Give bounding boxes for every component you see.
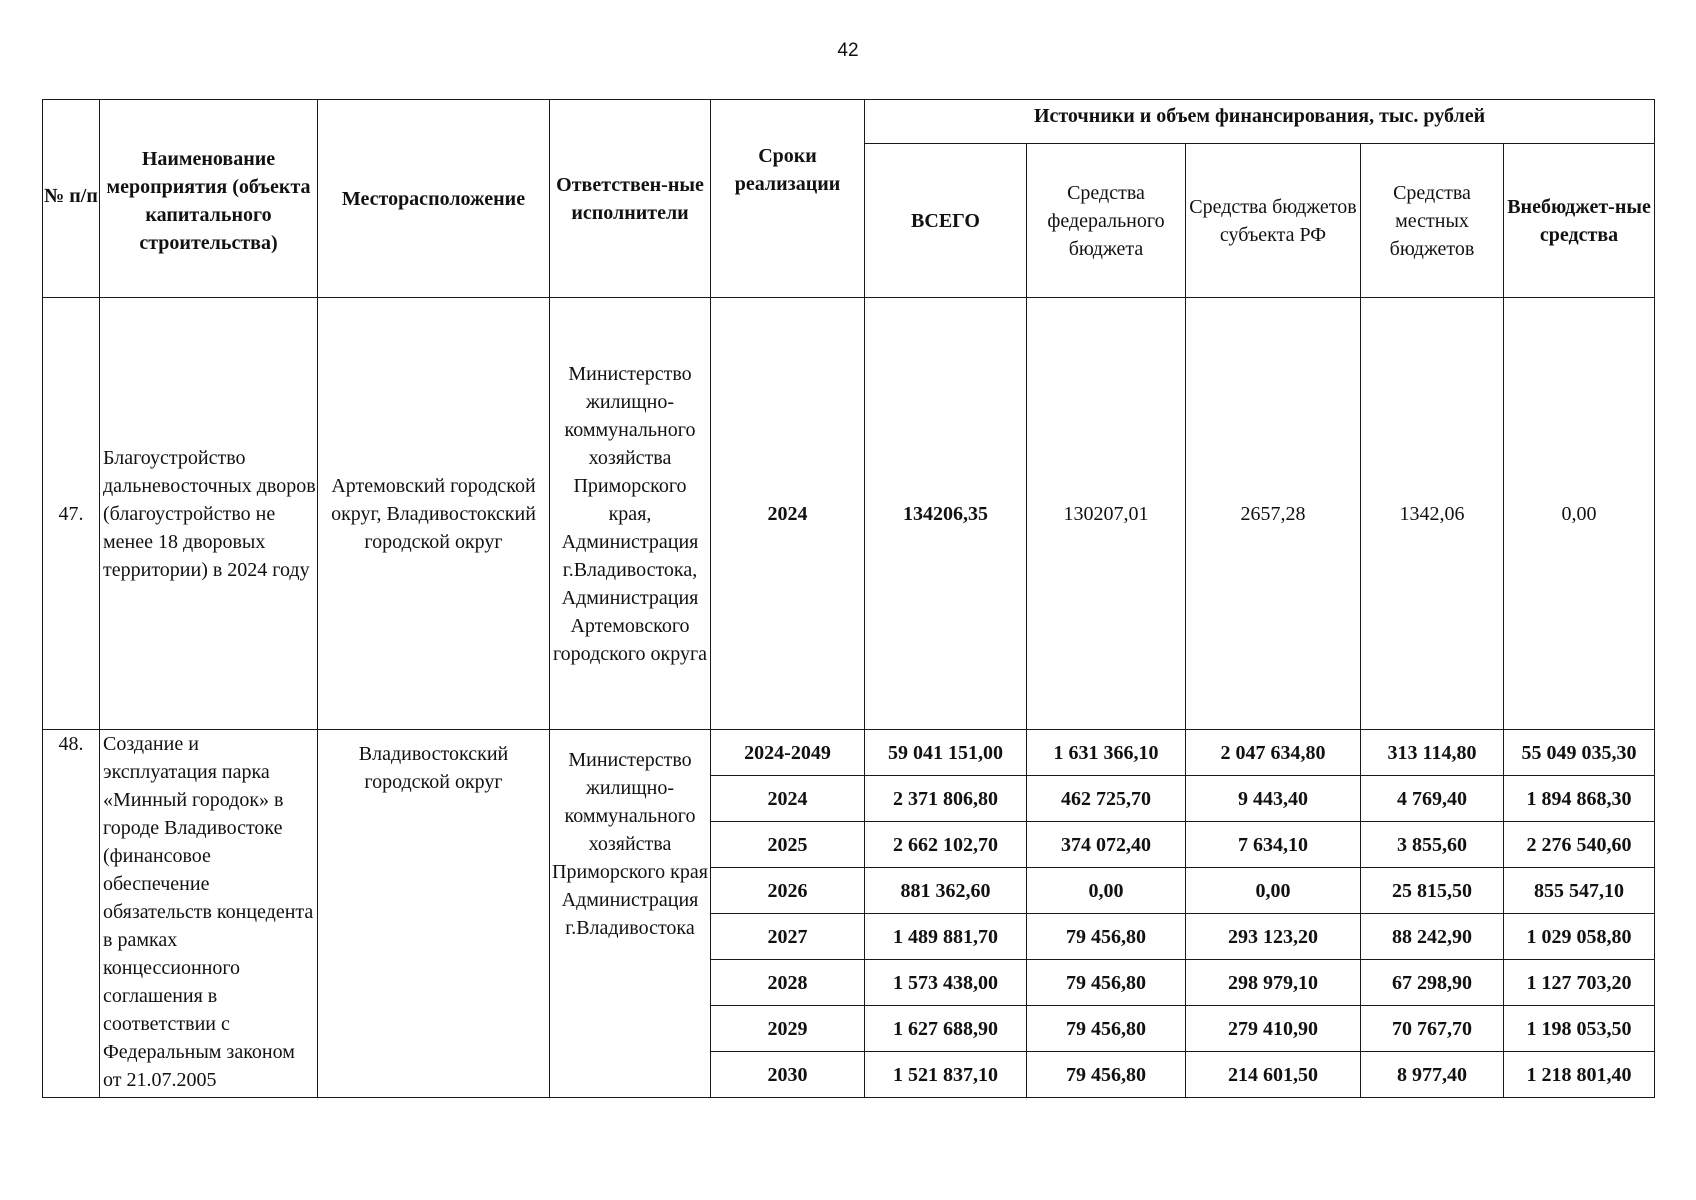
row-subject: 293 123,20 [1186,914,1361,960]
row-extra: 1 218 801,40 [1504,1052,1655,1098]
row-term: 2028 [711,960,865,1006]
row-subject: 214 601,50 [1186,1052,1361,1098]
row-extra: 55 049 035,30 [1504,730,1655,776]
header-num: № п/п [43,100,100,298]
row-total: 2 662 102,70 [865,822,1027,868]
row-local: 25 815,50 [1361,868,1504,914]
header-name: Наименование мероприятия (объекта капитального строительства) [100,100,318,298]
row-federal: 462 725,70 [1027,776,1186,822]
row-federal: 79 456,80 [1027,914,1186,960]
row-total: 1 521 837,10 [865,1052,1027,1098]
table-row [43,730,1655,776]
header-location: Месторасположение [318,100,550,298]
row-num: 47. [43,298,100,730]
row-name: Создание и эксплуатация парка «Минный городок» в городе Владивостоке (финансовое обеспечение обязательств концедента в рамках концессионного соглашения в соответствии с Федеральным законом от 21.07.2005 [100,730,318,1098]
row-responsible: Министерство жилищно-коммунального хозяйства Приморского края Администрация г.Владивостока [550,730,711,1098]
row-name: Благоустройство дальневосточных дворов (благоустройство не менее 18 дворовых территории) в 2024 году [100,298,318,730]
header-extra: Внебюджет-ные средства [1504,144,1655,298]
row-local: 67 298,90 [1361,960,1504,1006]
row-total: 1 627 688,90 [865,1006,1027,1052]
row-subject: 9 443,40 [1186,776,1361,822]
row-extra: 0,00 [1504,298,1655,730]
row-total: 2 371 806,80 [865,776,1027,822]
row-subject: 7 634,10 [1186,822,1361,868]
row-federal: 130207,01 [1027,298,1186,730]
row-federal: 1 631 366,10 [1027,730,1186,776]
row-term: 2024-2049 [711,730,865,776]
row-local: 88 242,90 [1361,914,1504,960]
header-responsible: Ответствен-ные исполнители [550,100,711,298]
row-extra: 1 127 703,20 [1504,960,1655,1006]
row-term: 2024 [711,776,865,822]
row-federal: 79 456,80 [1027,1052,1186,1098]
row-term: 2029 [711,1006,865,1052]
row-extra: 855 547,10 [1504,868,1655,914]
row-local: 70 767,70 [1361,1006,1504,1052]
row-subject: 298 979,10 [1186,960,1361,1006]
header-subject: Средства бюджетов субъекта РФ [1186,144,1361,298]
row-total: 134206,35 [865,298,1027,730]
row-local: 4 769,40 [1361,776,1504,822]
row-total: 881 362,60 [865,868,1027,914]
row-num: 48. [43,730,100,1098]
table-row [43,298,1655,730]
row-location: Артемовский городской округ, Владивостокский городской округ [318,298,550,730]
row-federal: 0,00 [1027,868,1186,914]
financing-table [42,99,1655,1098]
row-local: 8 977,40 [1361,1052,1504,1098]
row-extra: 1 029 058,80 [1504,914,1655,960]
row-federal: 374 072,40 [1027,822,1186,868]
row-total: 1 489 881,70 [865,914,1027,960]
page-number: 42 [837,40,859,61]
row-subject: 2657,28 [1186,298,1361,730]
row-term: 2025 [711,822,865,868]
row-extra: 1 198 053,50 [1504,1006,1655,1052]
row-subject: 279 410,90 [1186,1006,1361,1052]
header-total: ВСЕГО [865,144,1027,298]
row-responsible: Министерство жилищно-коммунального хозяйства Приморского края, Администрация г.Владивостока, Администрация Артемовского городского округа [550,298,711,730]
header-federal: Средства федерального бюджета [1027,144,1186,298]
row-local: 1342,06 [1361,298,1504,730]
row-location: Владивостокский городской округ [318,730,550,1098]
row-federal: 79 456,80 [1027,1006,1186,1052]
row-subject: 0,00 [1186,868,1361,914]
row-extra: 1 894 868,30 [1504,776,1655,822]
row-local: 313 114,80 [1361,730,1504,776]
row-local: 3 855,60 [1361,822,1504,868]
header-local: Средства местных бюджетов [1361,144,1504,298]
row-term: 2024 [711,298,865,730]
row-term: 2030 [711,1052,865,1098]
row-total: 59 041 151,00 [865,730,1027,776]
row-federal: 79 456,80 [1027,960,1186,1006]
row-term: 2026 [711,868,865,914]
row-total: 1 573 438,00 [865,960,1027,1006]
row-extra: 2 276 540,60 [1504,822,1655,868]
header-terms: Сроки реализации [711,100,865,298]
row-subject: 2 047 634,80 [1186,730,1361,776]
row-term: 2027 [711,914,865,960]
header-financing-group: Источники и объем финансирования, тыс. рублей [865,100,1655,144]
